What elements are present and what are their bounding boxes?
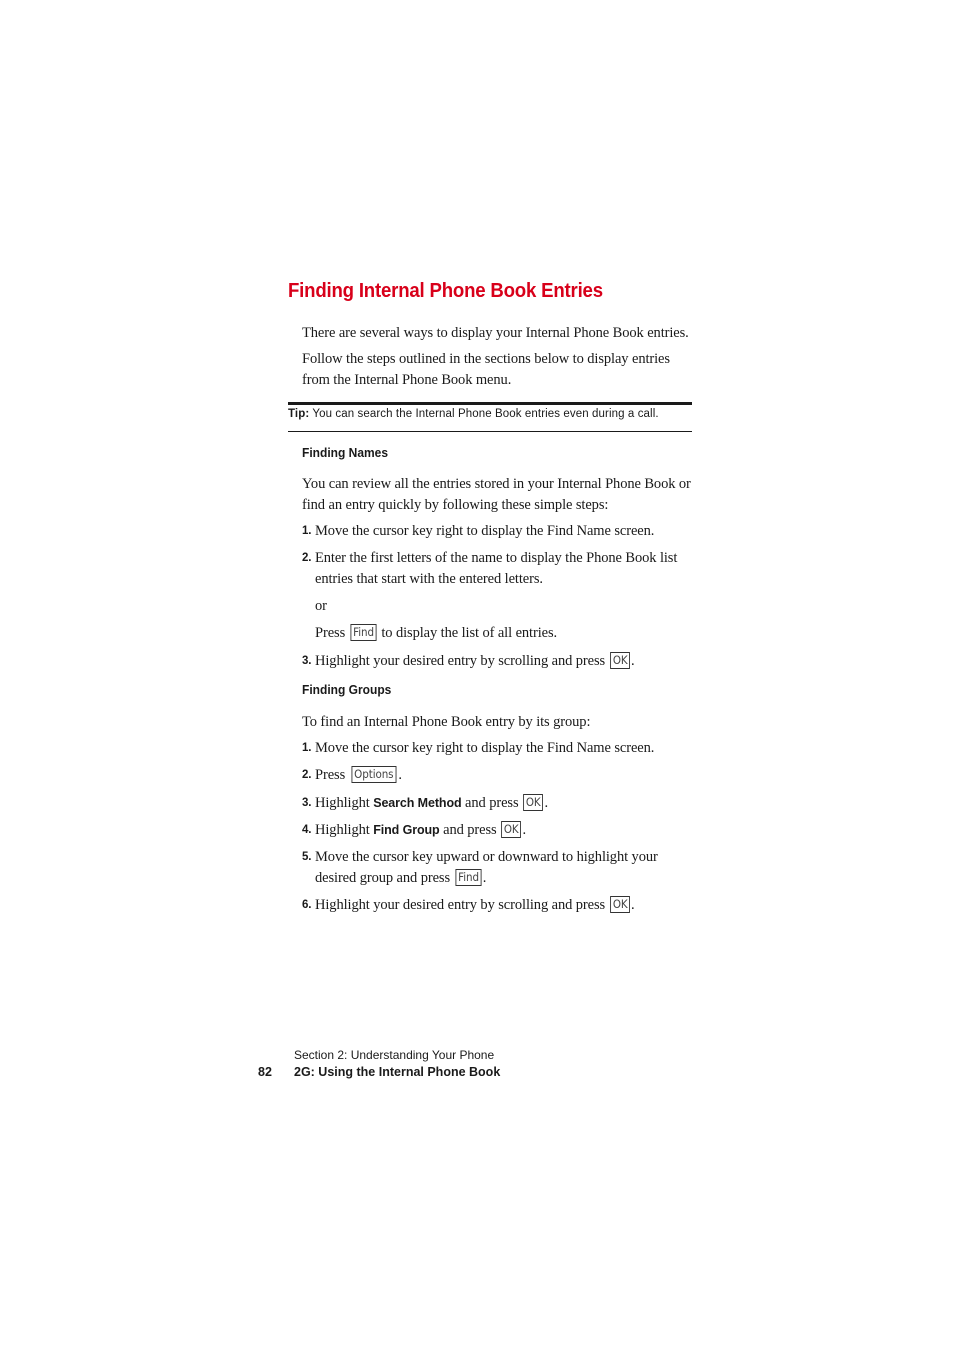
step-text: Move the cursor key right to display the Find Name screen. (315, 740, 655, 756)
step-text-mid: and press (461, 795, 523, 811)
step-number: 3. (302, 797, 312, 809)
tip-label: Tip: (288, 408, 310, 420)
press-find-pre: Press (315, 625, 349, 641)
step-number: 2. (302, 552, 312, 564)
step-number: 6. (302, 899, 312, 911)
groups-step-1 (302, 738, 694, 759)
ok-softkey: OK (523, 794, 543, 811)
press-find-line (315, 623, 557, 644)
names-step-2 (302, 548, 694, 589)
footer-chapter-label: 2G: Using the Internal Phone Book (294, 1065, 501, 1079)
step-text-end: . (482, 869, 487, 886)
intro-paragraph-1: There are several ways to display your Internal Phone Book entries. (302, 325, 689, 341)
step-text: Press (315, 767, 349, 783)
search-method-option: Search Method (373, 796, 462, 810)
groups-step-6 (302, 895, 694, 916)
groups-step-5 (302, 847, 682, 888)
step-number: 1. (302, 742, 312, 754)
page-title: Finding Internal Phone Book Entries (288, 280, 603, 302)
ok-softkey: OK (610, 896, 630, 913)
ok-softkey: OK (501, 821, 521, 838)
step-text-end: . (631, 653, 635, 669)
finding-groups-heading: Finding Groups (302, 683, 392, 697)
step-text: Highlight (315, 822, 374, 838)
step-text-end: . (522, 822, 527, 838)
find-softkey: Find (455, 869, 481, 886)
step-text-end: . (544, 795, 548, 811)
step-text-end: . (398, 767, 402, 783)
press-find-post: to display the list of all entries. (377, 625, 558, 641)
step-number: 3. (302, 655, 312, 667)
step-text: Highlight (315, 795, 374, 811)
step-text: Move the cursor key upward or downward to highlight your desired group and press (315, 849, 658, 886)
find-group-option: Find Group (373, 823, 440, 837)
groups-step-2 (302, 765, 694, 786)
groups-step-4 (302, 820, 694, 841)
tip-text: You can search the Internal Phone Book entries even during a call. (312, 408, 659, 420)
names-step-3 (302, 651, 694, 672)
step-text-end: . (631, 897, 635, 913)
finding-names-heading: Finding Names (302, 446, 389, 460)
tip-bottom-rule (288, 431, 692, 432)
or-text: or (315, 598, 327, 614)
step-text: Enter the first letters of the name to display the Phone Book list entries that start with the entered letters. (315, 550, 678, 587)
tip-box (288, 408, 659, 420)
tip-top-rule (288, 402, 692, 405)
step-number: 5. (302, 851, 312, 863)
step-number: 4. (302, 824, 312, 836)
intro-paragraph-2: Follow the steps outlined in the sections below to display entries from the Internal Phone Book menu. (302, 351, 670, 388)
finding-names-intro: You can review all the entries stored in your Internal Phone Book or find an entry quickly by following these simple steps: (302, 476, 691, 513)
step-text: Highlight your desired entry by scrolling and press (315, 653, 609, 669)
groups-step-3 (302, 793, 694, 814)
finding-groups-intro: To find an Internal Phone Book entry by its group: (302, 714, 591, 730)
step-text: Highlight your desired entry by scrolling and press (315, 897, 609, 913)
step-text: Move the cursor key right to display the Find Name screen. (315, 523, 655, 539)
ok-softkey: OK (610, 652, 630, 669)
names-step-1 (302, 521, 694, 542)
step-number: 2. (302, 769, 312, 781)
footer-section-label: Section 2: Understanding Your Phone (294, 1048, 495, 1062)
find-softkey: Find (350, 624, 376, 641)
options-softkey: Options (351, 766, 396, 783)
step-text-mid: and press (439, 822, 501, 838)
step-number: 1. (302, 525, 312, 537)
page-number: 82 (258, 1065, 272, 1079)
